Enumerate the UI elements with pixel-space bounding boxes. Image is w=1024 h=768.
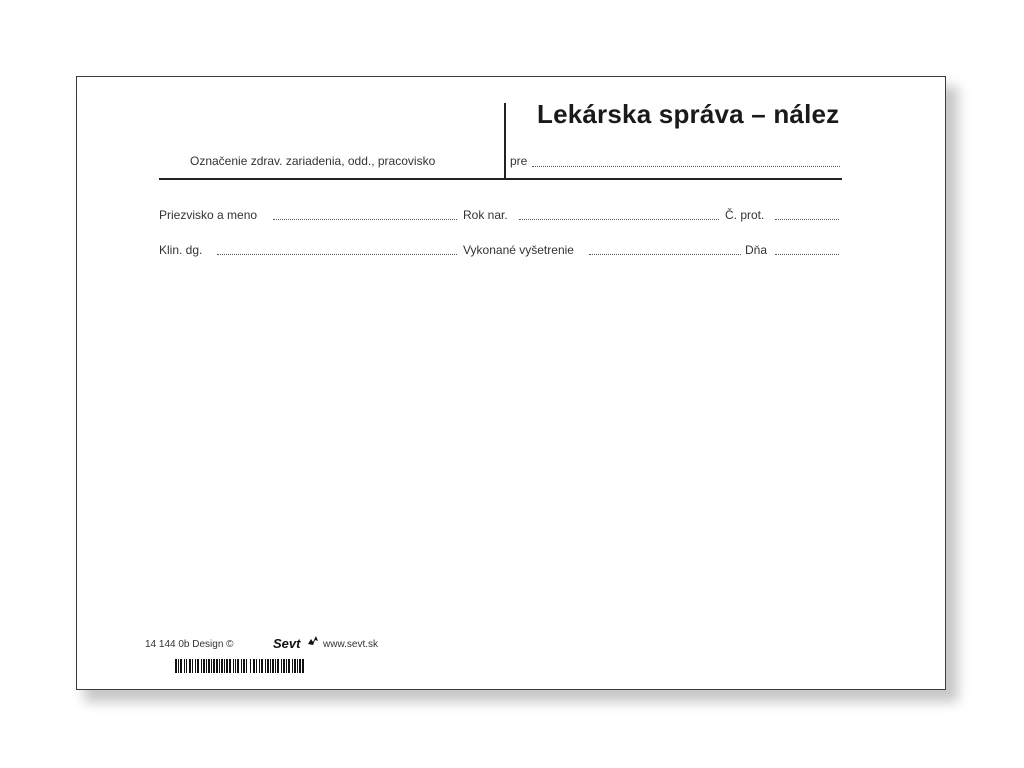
recipient-field[interactable]	[532, 166, 840, 167]
header-divider-horizontal	[159, 178, 842, 180]
recipient-label: pre	[510, 154, 528, 168]
birth-year-label: Rok nar.	[463, 208, 508, 222]
medical-report-form	[76, 76, 946, 690]
clinical-dg-label: Klin. dg.	[159, 243, 203, 257]
exam-done-field[interactable]	[589, 254, 741, 255]
birth-year-field[interactable]	[519, 219, 719, 220]
brand-logo: Sevt	[273, 636, 301, 651]
protocol-no-field[interactable]	[775, 219, 839, 220]
exam-done-label: Vykonané vyšetrenie	[463, 243, 574, 257]
protocol-no-label: Č. prot.	[725, 208, 765, 222]
facility-label: Označenie zdrav. zariadenia, odd., pracovisko	[190, 154, 436, 168]
bird-icon	[307, 635, 319, 647]
header-divider-vertical	[504, 103, 506, 179]
form-code: 14 144 0b Design ©	[145, 639, 234, 650]
date-label: Dňa	[745, 243, 768, 257]
barcode-icon	[175, 659, 305, 673]
surname-name-label: Priezvisko a meno	[159, 208, 258, 222]
date-field[interactable]	[775, 254, 839, 255]
brand-url: www.sevt.sk	[323, 639, 379, 650]
form-title: Lekárska správa – nález	[537, 99, 840, 129]
clinical-dg-field[interactable]	[217, 254, 457, 255]
surname-name-field[interactable]	[273, 219, 457, 220]
